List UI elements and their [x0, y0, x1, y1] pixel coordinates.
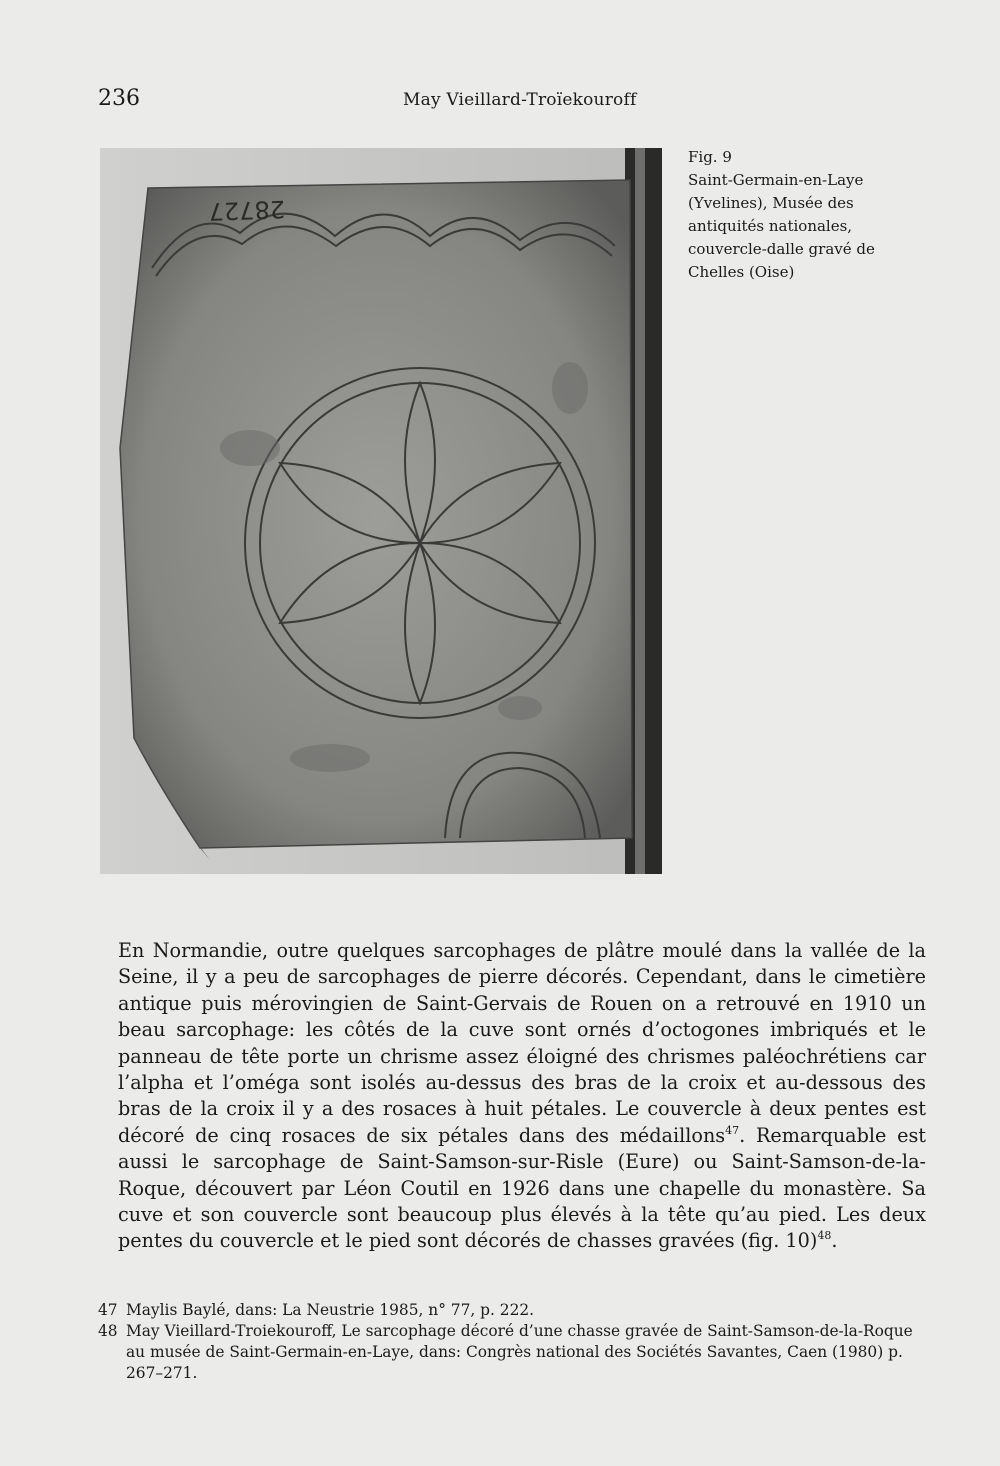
- footnote-47: [98, 1300, 928, 1321]
- footnote-text: , dans: La Neustrie 1985, n° 77, p. 222.: [225, 1301, 535, 1319]
- figure-photo-engraved-slab: [100, 148, 662, 874]
- footnote-author: Maylis Baylé: [126, 1301, 226, 1319]
- footnote-48: [98, 1321, 928, 1384]
- footnote-ref-47[interactable]: 47: [725, 1123, 740, 1137]
- footnote-ref-48[interactable]: 48: [817, 1229, 832, 1243]
- footnote-number: 47: [98, 1301, 118, 1319]
- body-text-part-2: . Remarquable est aussi le sarcophage de Saint-Samson-sur-Risle (Eure) ou Saint-Samson-de-la-Roque, découvert par Léon Coutil en 1926 dans une chapelle du monastère. Sa cuve et son couvercle sont beaucoup plus élevés à la tête qu’au pied. Les deux pentes du couvercle et le pied sont décorés de chasses gravées (fig. 10): [118, 1123, 926, 1253]
- figure-caption: [688, 146, 903, 284]
- engraved-slab-illustration: [100, 148, 662, 874]
- figure-label: Fig. 9: [688, 148, 732, 166]
- footnote-author: May Vieillard-Troiekouroff: [126, 1322, 332, 1340]
- inventory-mark: 28727: [208, 194, 286, 226]
- footnotes: [98, 1300, 928, 1384]
- body-paragraph: [118, 938, 926, 1255]
- footnote-text: , Le sarcophage décoré d’une chasse gravée de Saint-Samson-de-la-Roque au musée de Saint-Germain-en-Laye, dans: Congrès national des Sociétés Savantes, Caen (1980) p. 267–271.: [126, 1322, 913, 1382]
- figure-caption-text: Saint-Germain-en-Laye (Yvelines), Musée des antiquités nationales, couvercle-dalle gravé de Chelles (Oise): [688, 171, 875, 281]
- body-text-part-1: En Normandie, outre quelques sarcophages de plâtre moulé dans la vallée de la Seine, il y a peu de sarcophages de pierre décorés. Cependant, dans le cimetière antique puis mérovingien de Saint-Gervais de Rouen on a retrouvé en 1910 un beau sarcophage: les côtés de la cuve sont ornés d’octogones imbriqués et le panneau de tête porte un chrisme assez éloigné des chrismes paléochrétiens car l’alpha et l’oméga sont isolés au-dessus des bras de la croix et au-dessous des bras de la croix il y a des rosaces à huit pétales. Le couvercle à deux pentes est décoré de cinq rosaces de six pétales dans des médaillons: [118, 939, 926, 1147]
- running-head: May Vieillard-Troïekouroff: [403, 90, 637, 110]
- footnote-number: 48: [98, 1322, 118, 1340]
- body-text-part-3: .: [831, 1229, 838, 1253]
- page-number: 236: [98, 86, 140, 111]
